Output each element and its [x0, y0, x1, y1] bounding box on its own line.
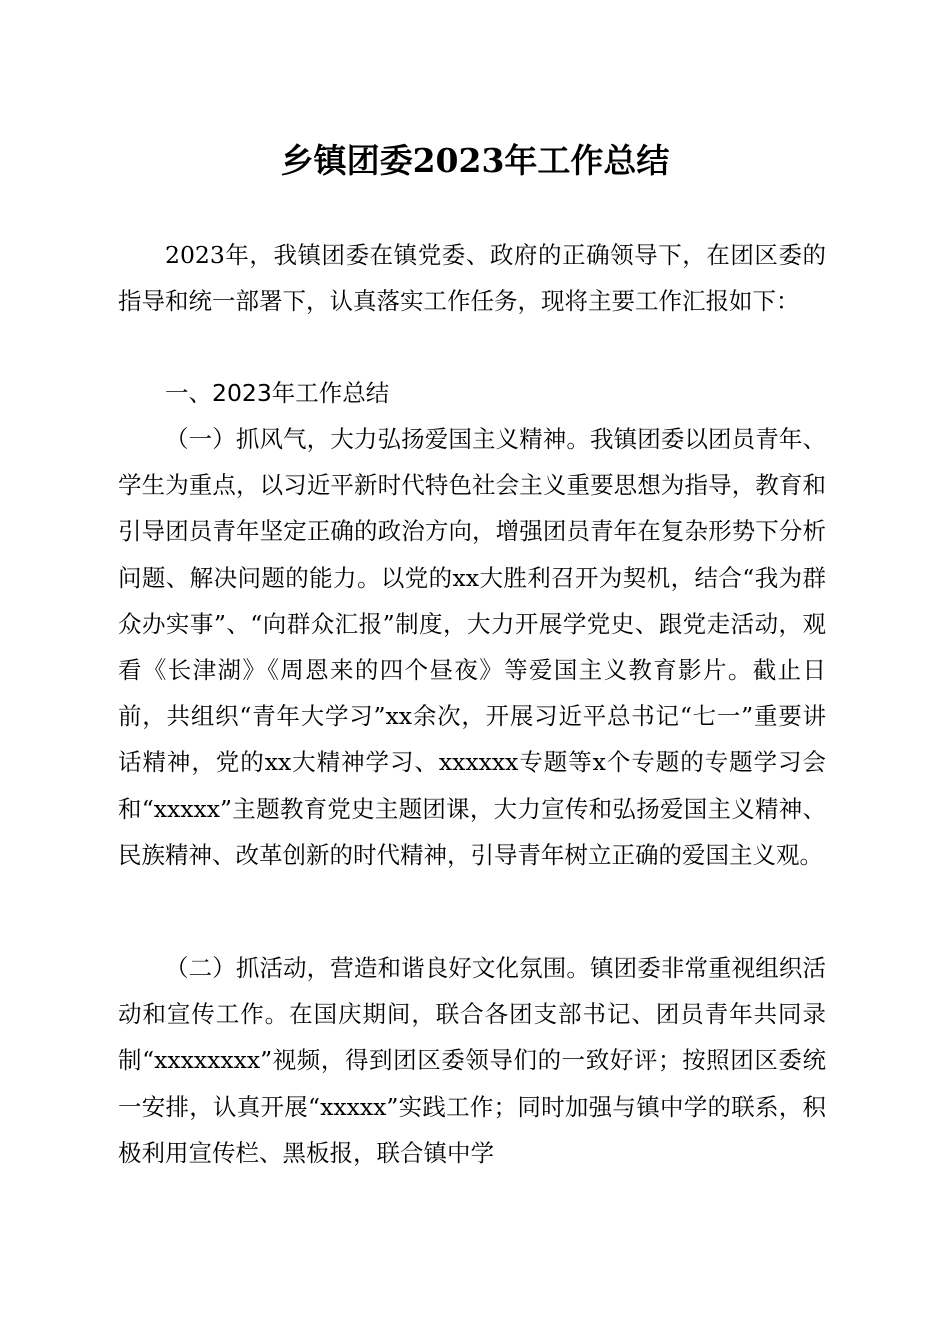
- item-1-lead: （一）抓风气，大力弘扬爱国主义精神。: [165, 425, 590, 453]
- item-paragraph-1: [118, 416, 826, 878]
- item-2-lead: （二）抓活动，营造和谐良好文化氛围。: [165, 954, 590, 982]
- intro-paragraph: 2023年，我镇团委在镇党委、政府的正确领导下，在团区委的指导和统一部署下，认真落实工作任务，现将主要工作汇报如下：: [118, 241, 826, 316]
- section-heading: 一、2023年工作总结: [165, 379, 390, 407]
- item-paragraph-2: [118, 945, 826, 1176]
- item-1-text: 我镇团委以团员青年、学生为重点，以习近平新时代特色社会主义重要思想为指导，教育和引导团员青年坚定正确的政治方向，增强团员青年在复杂形势下分析问题、解决问题的能力。以党的xx大胜利召开为契机，结合“我为群众办实事”、“向群众汇报”制度，大力开展学党史、跟党走活动，观看《长津湖》《周恩来的四个昼夜》等爱国主义教育影片。截止日前，共组织“青年大学习”xx余次，开展习近平总书记“七一”重要讲话精神，党的xx大精神学习、xxxxxx专题等x个专题的专题学习会和“xxxxx”主题教育党史主题团课，大力宣传和弘扬爱国主义精神、民族精神、改革创新的时代精神，引导青年树立正确的爱国主义观。: [118, 425, 826, 869]
- document-title: 乡镇团委2023年工作总结: [280, 141, 670, 180]
- item-2-text: 镇团委非常重视组织活动和宣传工作。在国庆期间，联合各团支部书记、团员青年共同录制“xxxxxxxx”视频，得到团区委领导们的一致好评；按照团区委统一安排，认真开展“xxxxx”实践工作；同时加强与镇中学的联系，积极利用宣传栏、黑板报，联合镇中学: [118, 954, 826, 1167]
